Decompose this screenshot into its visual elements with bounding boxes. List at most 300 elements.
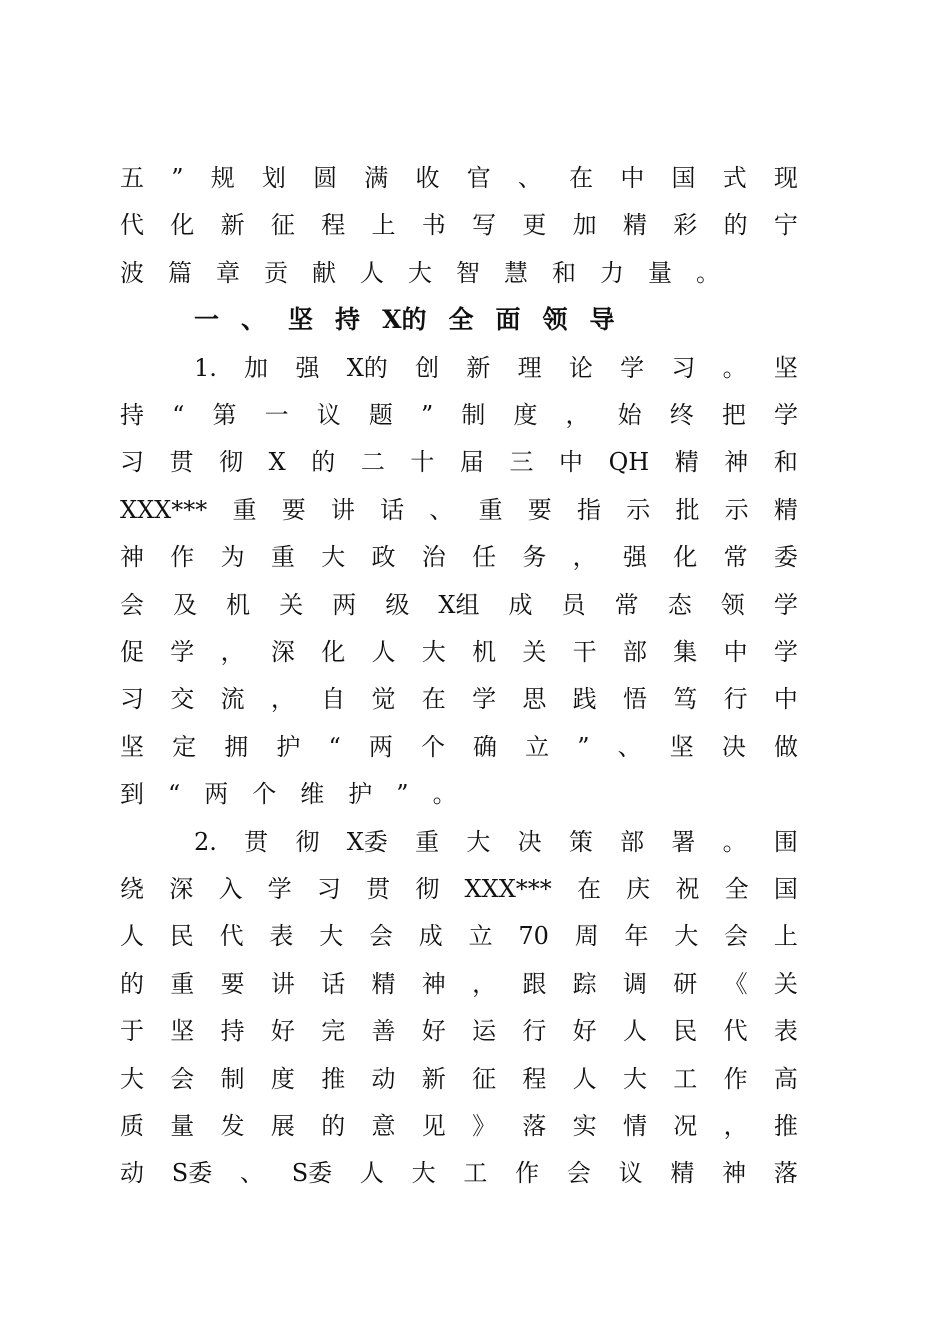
text-glyph: 程: [522, 1064, 547, 1093]
text-glyph: 重: [270, 543, 295, 572]
text-line: [194, 348, 798, 388]
text-glyph: 学: [773, 638, 798, 666]
text-glyph: 重: [478, 495, 503, 524]
text-glyph: 贯: [366, 875, 391, 903]
text-glyph: 常: [723, 543, 748, 572]
text-glyph: 坚: [773, 353, 798, 382]
text-glyph: 。: [696, 258, 720, 287]
text-glyph: 立: [468, 922, 493, 951]
text-glyph: 部: [620, 827, 645, 856]
text-glyph: 三: [509, 448, 534, 477]
text-glyph: 化: [170, 211, 195, 240]
text-glyph: 情: [622, 1112, 647, 1140]
text-glyph: 务: [522, 543, 547, 572]
text-glyph: 调: [622, 969, 647, 998]
text-glyph: 献: [312, 258, 336, 287]
text-glyph: 贡: [264, 258, 288, 287]
text-glyph: 态: [667, 590, 692, 619]
text-glyph: 重: [232, 495, 257, 524]
text-glyph: 五: [120, 164, 144, 192]
text-glyph: 深: [270, 638, 295, 666]
text-glyph: 满: [364, 164, 389, 192]
text-glyph: 坚: [170, 1017, 195, 1046]
text-glyph: 动: [120, 1159, 144, 1188]
text-glyph: 集: [673, 638, 698, 666]
text-glyph: 运: [472, 1017, 497, 1046]
text-glyph: 周: [574, 922, 599, 951]
text-glyph: 和: [552, 258, 576, 287]
text-glyph: QH: [608, 448, 650, 477]
text-glyph: 篇: [168, 258, 192, 287]
text-glyph: 行: [723, 685, 748, 714]
text-glyph: 在: [421, 685, 446, 714]
text-glyph: 化: [321, 638, 346, 666]
text-glyph: 关: [279, 590, 304, 619]
text-glyph: 笃: [673, 685, 698, 714]
text-line: [120, 869, 798, 909]
text-glyph: 新: [466, 353, 491, 382]
text-glyph: ，: [572, 543, 597, 572]
text-glyph: 发: [220, 1112, 245, 1140]
text-line: [120, 916, 798, 956]
text-glyph: 话: [321, 969, 346, 998]
text-glyph: 表: [269, 922, 294, 951]
text-glyph: 习: [671, 353, 696, 382]
text-glyph: 意: [371, 1112, 396, 1140]
text-glyph: 自: [321, 685, 346, 714]
text-glyph: 现: [773, 164, 798, 192]
text-glyph: 把: [721, 401, 746, 429]
text-glyph: 神: [120, 543, 144, 572]
text-glyph: 二: [360, 448, 385, 477]
text-glyph: X的: [382, 305, 427, 335]
text-line: [120, 964, 798, 1004]
text-glyph: 书: [421, 211, 446, 240]
text-glyph: 围: [773, 827, 798, 856]
text-glyph: 讲: [270, 969, 295, 998]
text-glyph: X的: [346, 353, 388, 382]
text-glyph: 重: [170, 969, 195, 998]
text-line: [120, 442, 798, 482]
text-glyph: 关: [522, 638, 547, 666]
text-glyph: 题: [368, 401, 393, 429]
text-glyph: 制: [461, 401, 486, 429]
text-glyph: 论: [568, 353, 593, 382]
text-glyph: 的: [120, 969, 144, 998]
text-glyph: 民: [169, 922, 194, 951]
text-glyph: 《: [723, 969, 748, 998]
text-glyph: 人: [120, 922, 144, 951]
text-glyph: 员: [561, 590, 586, 619]
text-glyph: 圆: [313, 164, 338, 192]
text-glyph: 大: [408, 258, 432, 287]
text-glyph: 成: [508, 590, 533, 619]
text-glyph: 行: [522, 1017, 547, 1046]
text-glyph: 度: [270, 1064, 295, 1093]
text-glyph: 的: [723, 211, 748, 240]
text-glyph: 讲: [330, 495, 355, 524]
text-glyph: 流: [220, 685, 245, 714]
text-line: [120, 490, 798, 530]
text-glyph: X委: [346, 827, 388, 856]
text-glyph: 示: [724, 495, 749, 524]
text-glyph: 中: [559, 448, 584, 477]
text-glyph: 终: [669, 401, 694, 429]
text-glyph: 程: [321, 211, 346, 240]
text-glyph: 加: [244, 353, 269, 382]
text-glyph: 一: [194, 305, 220, 335]
text-glyph: 政: [371, 543, 396, 572]
text-line: [120, 537, 798, 577]
text-glyph: 重: [415, 827, 440, 856]
text-glyph: 大: [421, 638, 446, 666]
text-glyph: 策: [568, 827, 593, 856]
text-line: [120, 727, 798, 767]
text-glyph: 加: [572, 211, 597, 240]
text-glyph: 代: [120, 211, 144, 240]
text-glyph: 、: [239, 1159, 264, 1188]
text-glyph: 制: [220, 1064, 245, 1093]
text-glyph: 拥: [224, 732, 249, 761]
text-glyph: 常: [614, 590, 639, 619]
text-glyph: 第: [212, 401, 237, 429]
text-line: [120, 585, 798, 625]
text-glyph: 精: [371, 969, 396, 998]
text-glyph: ”: [577, 732, 590, 761]
text-glyph: 更: [522, 211, 547, 240]
text-glyph: 干: [572, 638, 597, 666]
text-glyph: 划: [261, 164, 286, 192]
text-glyph: 决: [517, 827, 542, 856]
text-glyph: 踪: [572, 969, 597, 998]
text-glyph: 收: [415, 164, 440, 192]
text-glyph: 导: [589, 305, 615, 335]
text-line: [120, 1059, 798, 1099]
text-glyph: 70: [518, 922, 549, 951]
text-glyph: 研: [673, 969, 698, 998]
text-glyph: 成: [418, 922, 443, 951]
text-glyph: ，: [270, 685, 295, 714]
text-glyph: 代: [219, 922, 244, 951]
text-glyph: 大: [120, 1064, 144, 1093]
text-glyph: 交: [170, 685, 195, 714]
text-glyph: X组: [438, 590, 480, 619]
text-glyph: 强: [295, 353, 320, 382]
text-glyph: 践: [572, 685, 597, 714]
text-glyph: 完: [321, 1017, 346, 1046]
text-glyph: 国: [671, 164, 696, 192]
text-glyph: 推: [321, 1064, 346, 1093]
text-glyph: 部: [622, 638, 647, 666]
text-glyph: 个: [252, 780, 277, 809]
text-line: [120, 395, 798, 435]
text-glyph: 度: [513, 401, 538, 429]
text-glyph: 确: [473, 732, 498, 761]
text-glyph: 神: [724, 448, 749, 477]
text-glyph: 贯: [244, 827, 269, 856]
text-glyph: 两: [204, 780, 229, 809]
text-glyph: 深: [169, 875, 194, 903]
text-glyph: 好: [421, 1017, 446, 1046]
text-glyph: 机: [472, 638, 497, 666]
text-glyph: 及: [173, 590, 198, 619]
text-glyph: 大: [674, 922, 699, 951]
text-glyph: 中: [620, 164, 645, 192]
text-glyph: 推: [773, 1112, 798, 1140]
text-glyph: 会: [724, 922, 749, 951]
text-glyph: 做: [773, 732, 798, 761]
text-glyph: ，: [565, 401, 590, 429]
text-glyph: ，: [472, 969, 497, 998]
text-glyph: 中: [773, 685, 798, 714]
text-glyph: 量: [648, 258, 672, 287]
text-glyph: 委: [773, 543, 798, 572]
text-glyph: 人: [371, 638, 396, 666]
text-glyph: 理: [517, 353, 542, 382]
text-glyph: 。: [722, 827, 747, 856]
text-glyph: 式: [722, 164, 747, 192]
text-glyph: 思: [522, 685, 547, 714]
text-glyph: 大: [321, 543, 346, 572]
text-glyph: 写: [472, 211, 497, 240]
text-glyph: 化: [673, 543, 698, 572]
text-glyph: 指: [577, 495, 602, 524]
text-glyph: 高: [773, 1064, 798, 1093]
text-glyph: 决: [721, 732, 746, 761]
section-heading: [194, 300, 637, 340]
text-glyph: XXX***: [464, 875, 552, 903]
text-glyph: 章: [216, 258, 240, 287]
text-glyph: 大: [622, 1064, 647, 1093]
text-glyph: 作: [723, 1064, 748, 1093]
text-glyph: S委: [291, 1159, 333, 1188]
text-glyph: 工: [463, 1159, 488, 1188]
text-glyph: 的: [321, 1112, 346, 1140]
text-glyph: 大: [319, 922, 344, 951]
text-glyph: XXX***: [120, 495, 208, 524]
text-glyph: 示: [626, 495, 651, 524]
text-glyph: 要: [527, 495, 552, 524]
text-glyph: 、: [517, 164, 542, 192]
text-line: [120, 253, 744, 293]
text-glyph: 在: [577, 875, 602, 903]
text-glyph: 好: [270, 1017, 295, 1046]
text-glyph: 民: [673, 1017, 698, 1046]
text-glyph: 人: [622, 1017, 647, 1046]
text-glyph: 征: [270, 211, 295, 240]
text-glyph: 波: [120, 258, 144, 287]
text-glyph: 面: [495, 305, 521, 335]
text-glyph: 中: [723, 638, 748, 666]
text-glyph: 觉: [371, 685, 396, 714]
text-glyph: 学: [170, 638, 195, 666]
text-glyph: 表: [773, 1017, 798, 1046]
text-glyph: 精: [773, 495, 798, 524]
text-glyph: 悟: [622, 685, 647, 714]
text-glyph: 新: [220, 211, 245, 240]
text-glyph: 领: [542, 305, 568, 335]
text-glyph: 护: [348, 780, 373, 809]
text-glyph: 实: [572, 1112, 597, 1140]
text-glyph: ，: [220, 638, 245, 666]
text-glyph: ”: [420, 401, 434, 429]
text-glyph: 见: [421, 1112, 446, 1140]
text-glyph: ”: [396, 780, 409, 809]
text-glyph: 展: [270, 1112, 295, 1140]
text-glyph: 慧: [504, 258, 528, 287]
text-glyph: 年: [624, 922, 649, 951]
text-glyph: 善: [371, 1017, 396, 1046]
text-glyph: 作: [170, 543, 195, 572]
text-glyph: 级: [385, 590, 410, 619]
text-glyph: 持: [120, 401, 144, 429]
text-glyph: 精: [622, 211, 647, 240]
text-glyph: 届: [459, 448, 484, 477]
text-glyph: 好: [572, 1017, 597, 1046]
text-glyph: 两: [332, 590, 357, 619]
text-glyph: 于: [120, 1017, 144, 1046]
text-glyph: 会: [170, 1064, 195, 1093]
text-glyph: 落: [522, 1112, 547, 1140]
text-glyph: ”: [171, 164, 184, 192]
text-glyph: 宁: [773, 211, 798, 240]
text-glyph: 力: [600, 258, 624, 287]
text-glyph: 1.: [194, 353, 217, 382]
text-glyph: 彻: [219, 448, 244, 477]
text-glyph: 代: [723, 1017, 748, 1046]
text-glyph: 工: [673, 1064, 698, 1093]
text-glyph: 创: [415, 353, 440, 382]
text-glyph: 议: [316, 401, 341, 429]
text-glyph: 和: [773, 448, 798, 477]
text-glyph: 》: [472, 1112, 497, 1140]
text-glyph: 坚: [288, 305, 314, 335]
text-glyph: 一: [264, 401, 289, 429]
text-glyph: 会: [120, 590, 144, 619]
text-glyph: 署: [671, 827, 696, 856]
text-line: [120, 632, 798, 672]
text-glyph: 坚: [669, 732, 694, 761]
text-glyph: 到: [120, 780, 144, 809]
text-glyph: 学: [620, 353, 645, 382]
text-glyph: 任: [472, 543, 497, 572]
text-glyph: 精: [674, 448, 699, 477]
text-glyph: 入: [218, 875, 243, 903]
text-glyph: 量: [170, 1112, 195, 1140]
text-glyph: 智: [456, 258, 480, 287]
text-glyph: 个: [420, 732, 445, 761]
text-glyph: 大: [411, 1159, 436, 1188]
text-glyph: X: [268, 448, 286, 477]
text-glyph: 定: [172, 732, 197, 761]
text-glyph: 绕: [120, 875, 144, 903]
text-glyph: 持: [220, 1017, 245, 1046]
text-glyph: 彻: [295, 827, 320, 856]
text-glyph: 立: [525, 732, 550, 761]
text-glyph: 批: [675, 495, 700, 524]
text-glyph: 十: [410, 448, 435, 477]
text-glyph: 2.: [194, 827, 217, 856]
text-glyph: 神: [722, 1159, 747, 1188]
text-glyph: “: [172, 401, 185, 429]
text-glyph: 征: [472, 1064, 497, 1093]
text-glyph: 学: [773, 590, 798, 619]
text-glyph: 落: [773, 1159, 798, 1188]
text-glyph: 、: [429, 495, 454, 524]
text-glyph: “: [328, 732, 341, 761]
text-glyph: 学: [472, 685, 497, 714]
text-glyph: 祝: [675, 875, 700, 903]
text-line: [120, 1106, 798, 1146]
text-glyph: 习: [120, 448, 144, 477]
text-glyph: 作: [515, 1159, 540, 1188]
text-glyph: 坚: [120, 732, 144, 761]
text-line: [120, 774, 481, 814]
text-line: [194, 822, 798, 862]
text-glyph: 治: [421, 543, 446, 572]
text-glyph: 议: [618, 1159, 643, 1188]
text-line: [120, 679, 798, 719]
text-glyph: 人: [572, 1064, 597, 1093]
text-glyph: 全: [724, 875, 749, 903]
text-glyph: 会: [566, 1159, 591, 1188]
text-glyph: 动: [371, 1064, 396, 1093]
text-glyph: 为: [220, 543, 245, 572]
text-glyph: 贯: [169, 448, 194, 477]
text-glyph: 彻: [415, 875, 440, 903]
text-glyph: 始: [617, 401, 642, 429]
text-glyph: 跟: [522, 969, 547, 998]
text-glyph: 领: [720, 590, 745, 619]
text-glyph: 。: [722, 353, 747, 382]
text-line: [120, 158, 798, 198]
text-glyph: 习: [120, 685, 144, 714]
text-glyph: 习: [316, 875, 341, 903]
text-glyph: 。: [432, 780, 457, 809]
text-line: [120, 205, 798, 245]
text-glyph: 上: [371, 211, 396, 240]
text-line: [120, 1011, 798, 1051]
text-glyph: 持: [335, 305, 361, 335]
text-glyph: 维: [300, 780, 325, 809]
text-glyph: 强: [622, 543, 647, 572]
text-glyph: 官: [466, 164, 491, 192]
text-glyph: 要: [281, 495, 306, 524]
text-glyph: 国: [773, 875, 798, 903]
text-glyph: 质: [120, 1112, 144, 1140]
text-glyph: 新: [421, 1064, 446, 1093]
text-glyph: 两: [368, 732, 393, 761]
text-glyph: 关: [773, 969, 798, 998]
text-glyph: “: [168, 780, 181, 809]
text-glyph: 全: [448, 305, 474, 335]
text-glyph: 神: [421, 969, 446, 998]
text-glyph: 学: [267, 875, 292, 903]
text-glyph: 护: [276, 732, 301, 761]
text-glyph: 在: [569, 164, 594, 192]
text-glyph: 上: [773, 922, 798, 951]
text-line: [120, 1153, 798, 1193]
text-glyph: 话: [380, 495, 405, 524]
text-glyph: 精: [670, 1159, 695, 1188]
text-glyph: 机: [226, 590, 251, 619]
text-glyph: 彩: [673, 211, 698, 240]
text-glyph: S委: [171, 1159, 213, 1188]
text-glyph: 要: [220, 969, 245, 998]
text-glyph: 、: [241, 305, 267, 335]
text-glyph: 的: [311, 448, 336, 477]
text-glyph: 人: [360, 258, 384, 287]
